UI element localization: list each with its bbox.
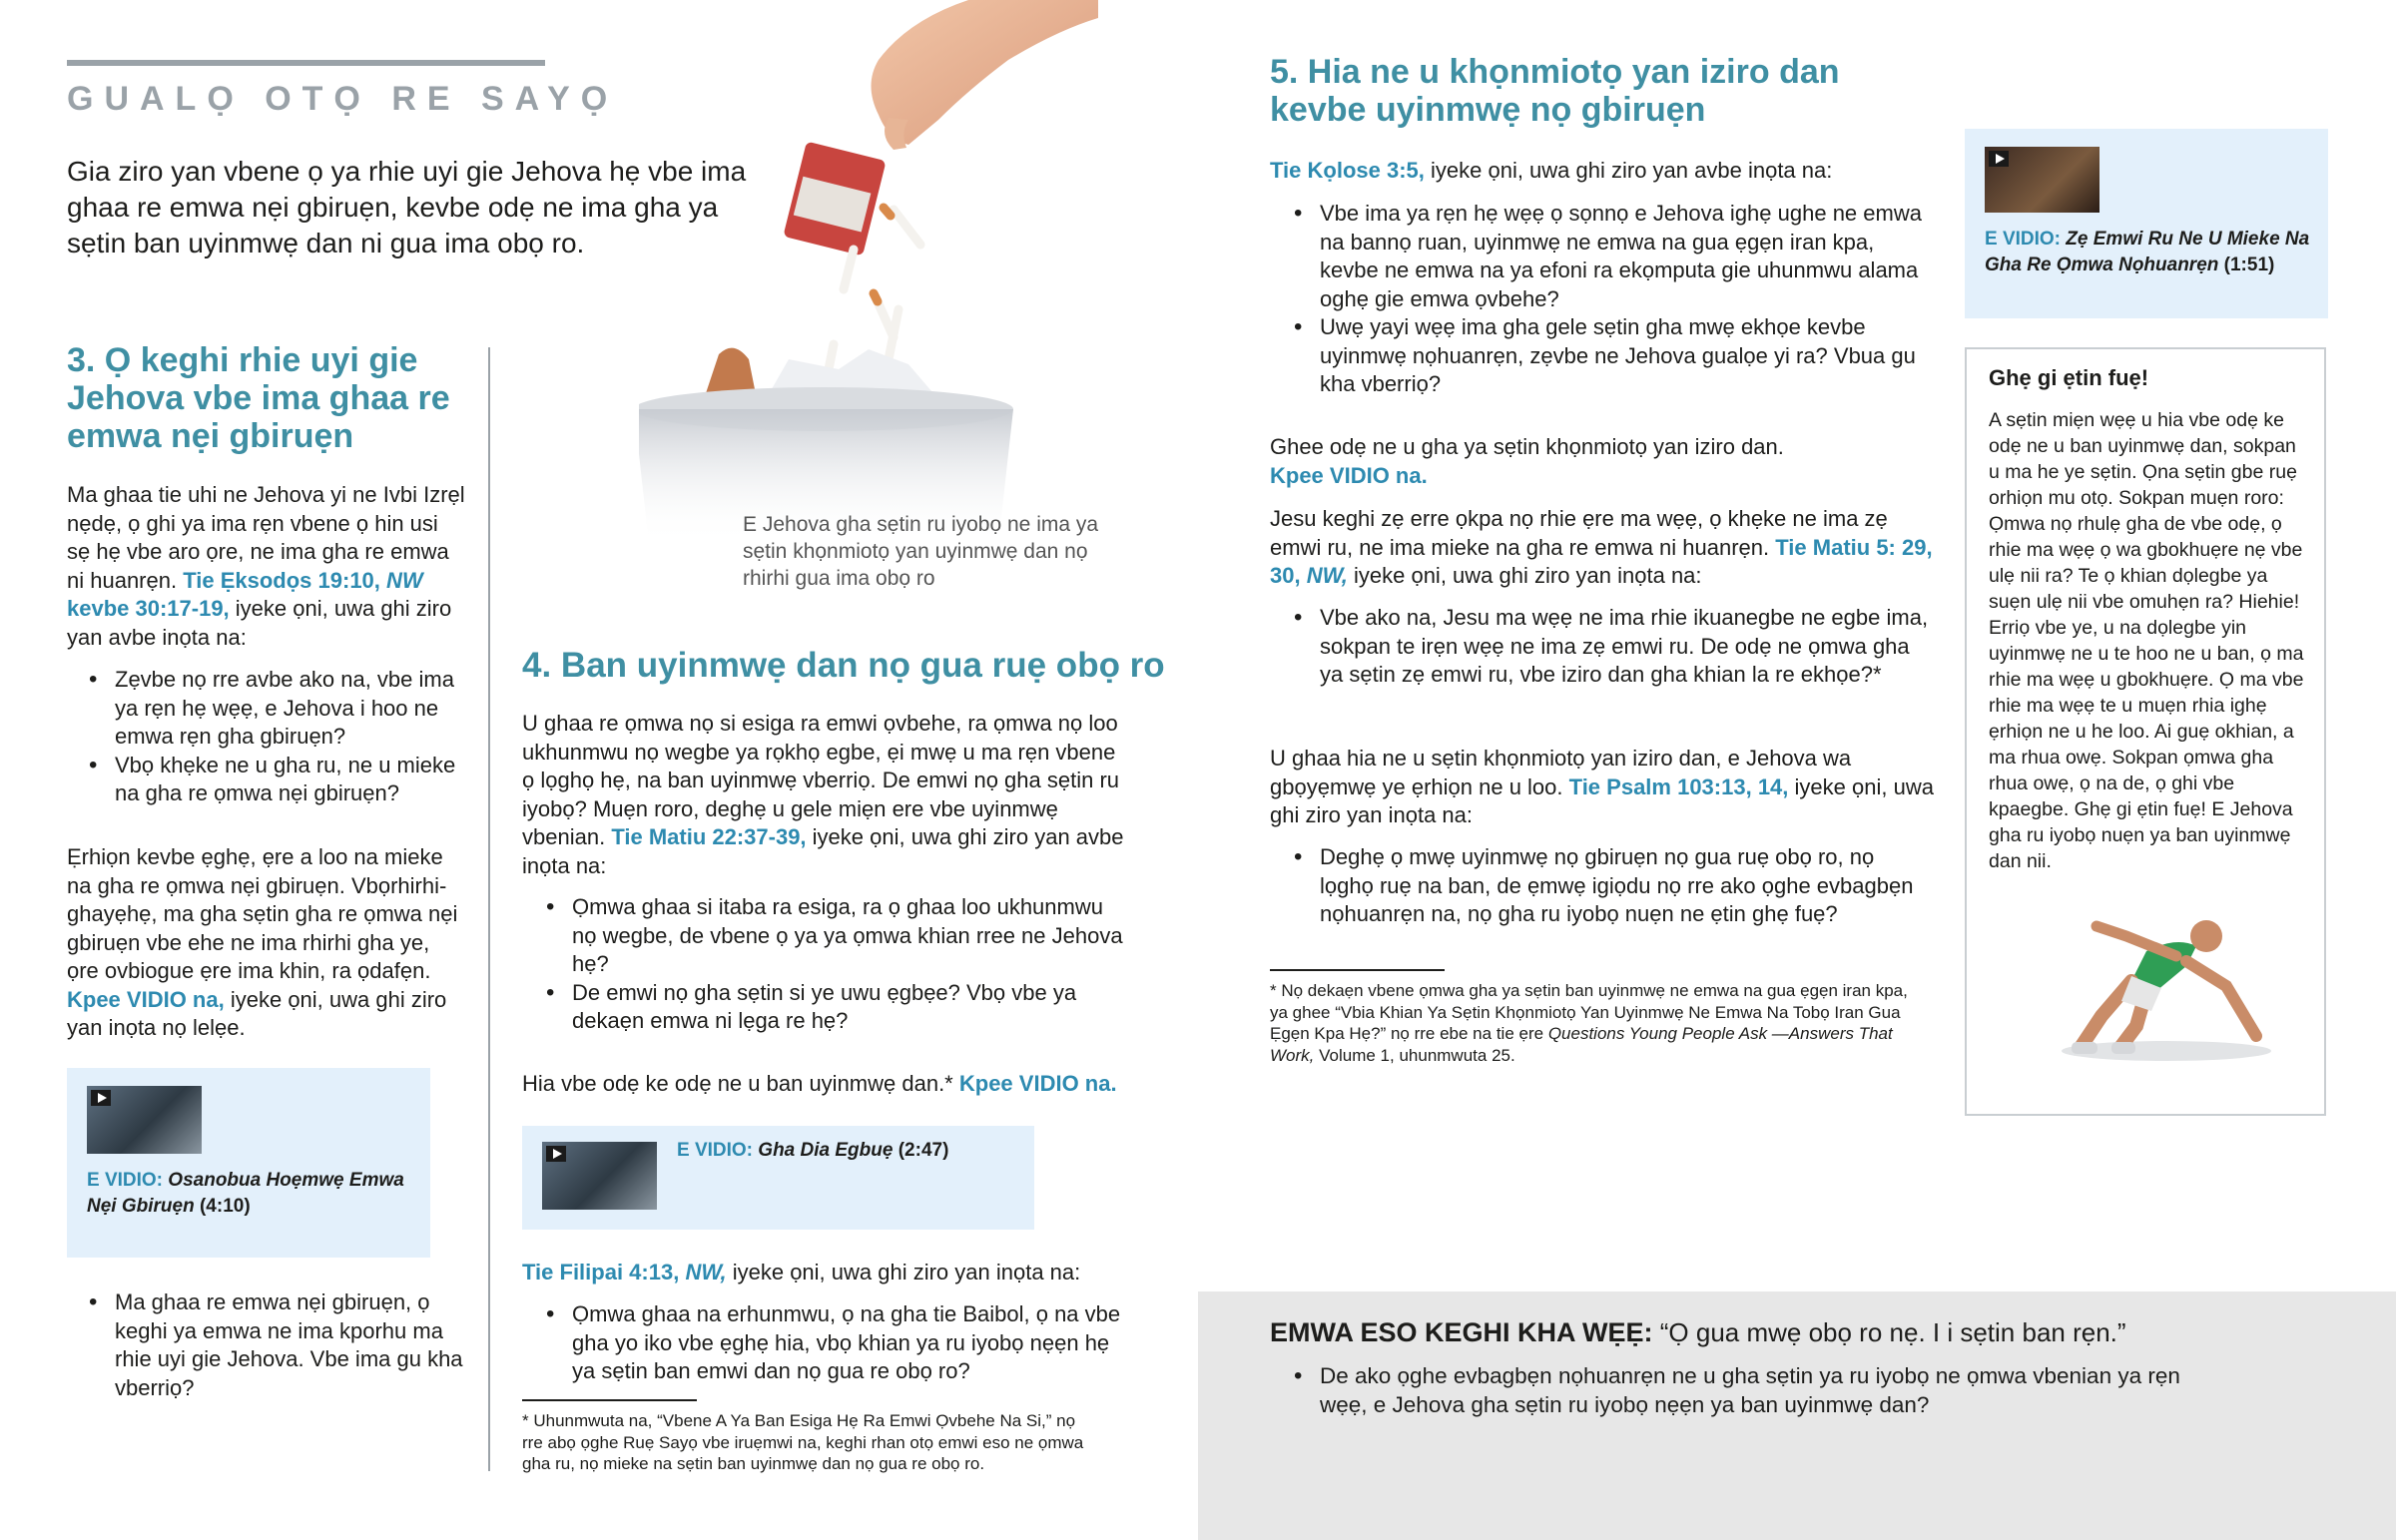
section-3-final-question — [85, 1288, 469, 1402]
trash-bin-illustration — [639, 0, 1098, 544]
section-3-paragraph-1: Ma ghaa tie uhi ne Jehova yi ne Ivbi Izrẹl nẹdẹ, ọ ghi ya ima rẹn vbene ọ hin usi sẹ hẹ vbe aro ọre, ne ima gha re emwa ni huanrẹn. Tie Ẹksodọs 19:10, NW kevbe 30:17-19, iyeke ọni, uwa ghi ziro yan avbe inọta na: — [67, 482, 465, 650]
section-4-footnote: * Uhunmwuta na, “Vbene A Ya Ban Esiga Hẹ Ra Emwi Ọvbehe Na Si,” nọ rre abọ ọghe Ruẹ Sayọ vbe iruẹmwi na, keghi rhan otọ emwi eso ne ọmwa gha ru, nọ mieke na sẹtin ban uyinmwẹ dan nọ gua re obọ ro. — [522, 1411, 1084, 1473]
top-rule — [67, 60, 545, 66]
box-text: A sẹtin miẹn wẹẹ u hia vbe odẹ ke odẹ ne u ban uyinmwẹ dan, sokpan u ma he ye sẹtin. Ọna sẹtin gbe ruẹ orhiọn mu otọ. Sokpan muẹn roro: Ọmwa nọ rhulẹ gha de vbe odẹ, ọ rhie ma wẹẹ ọ wa gbokhuẹre nẹ vbe ulẹ nii ra? Te ọ khian dọlegbe ya suẹn ulẹ nii vbe omuhẹn ra? Hiehie! Erriọ vbe ye, u na dọlegbe yin uyinmwẹ ne u te hoo ne u ban, ọ ma rhie ma wẹẹ u gbokhuẹre. Ọ ma vbe rhie ma wẹẹ te u muẹn rhia ighẹ ẹrhiọn ne u he loo. Ai guẹ okhian, a ma rhua owẹ. Sokpan ọmwa gha rhua owẹ, ọ na de, ọ ghi vbe kpaegbe. Ghẹ gi ẹtin fuẹ! E Jehova gha ru iyobọ nuẹn ya ban uyinmwẹ dan nii. — [1989, 409, 2304, 872]
play-icon[interactable] — [546, 1146, 566, 1162]
scripture-link-psalm[interactable]: Tie Psalm 103:13, 14, — [1568, 773, 1789, 799]
video-thumbnail[interactable] — [1985, 147, 2099, 213]
list-item: • Uwẹ yayi wẹẹ ima gha gele sẹtin gha mwẹ ekhọe kevbe uyinmwẹ nọhuanrẹn, zẹvbe ne Jehova gualọe yi ra? Vbua gu kha vberriọ? — [1290, 313, 1929, 399]
box-title: Ghẹ gi ẹtin fuẹ! — [1989, 365, 2149, 390]
video-box-section-5[interactable] — [1965, 129, 2328, 318]
list-item: • Vbọ khẹke ne u gha ru, ne u mieke na gha re ọmwa nẹi gbiruẹn? — [85, 752, 469, 808]
footnote-rule — [1270, 969, 1445, 971]
play-icon[interactable] — [91, 1090, 111, 1106]
bottom-question — [1290, 1362, 2188, 1419]
list-item: • Ọmwa ghaa na erhunmwu, ọ na gha tie Baibol, ọ na vbe gha yo iko vbe ẹghẹ hia, vbọ khian ya ru iyobọ nẹẹn hẹ ya sẹtin ban emwi dan nọ gua re obọ ro? — [542, 1300, 1126, 1386]
section-5-question-3 — [1290, 843, 1934, 929]
list-item: • Zẹvbe nọ rre avbe ako na, vbe ima ya rẹn hẹ wẹẹ, e Jehova i hoo ne emwa rẹn gha gbiruẹn? — [85, 666, 469, 752]
section-5-questions-1 — [1290, 200, 1929, 399]
video-thumbnail[interactable] — [87, 1086, 202, 1154]
section-4-question-3 — [542, 1300, 1126, 1386]
video-caption: E VIDIO: Zẹ Emwi Ru Ne U Mieke Na Gha Re Ọmwa Nọhuanrẹn (1:51) — [1985, 229, 2310, 275]
list-item: • Vbe ako na, Jesu ma wẹẹ ne ima rhie ikuanegbe ne egbe ima, sokpan te irẹn wẹẹ ne ima zẹ emwi ru. De odẹ ne ọmwa gha ya sẹtin zẹ emwi ru, vbe iziro dan gha khian la re ekhọe?* — [1290, 604, 1934, 690]
section-5-paragraph-3: Jesu keghi zẹ erre ọkpa nọ rhie ẹre ma wẹẹ, ọ khẹke ne ima zẹ emwi ru, ne ima mieke na gha re emwa ni huanrẹn. Tie Matiu 5: 29, 30, NW, iyeke ọni, uwa ghi ziro yan inọta na: — [1270, 506, 1933, 588]
section-3-paragraph-2: Ẹrhiọn kevbe ẹghẹ, ẹre a loo na mieke na gha re ọmwa nẹi gbiruẹn. Vbọrhirhighayẹhẹ, ma gha sẹtin gha re ọmwa nẹi gbiruẹn vbe ehe ne ima rhirhi gha ye, ọre ovbiogue ẹre ima khin, ra ọdafẹn. Kpee VIDIO na, iyeke ọni, uwa ghi ziro yan inọta nọ lelẹe. — [67, 844, 458, 1040]
section-5-question-2 — [1290, 604, 1934, 690]
encouragement-box — [1965, 347, 2326, 1116]
video-caption: E VIDIO: Osanobua Hoẹmwẹ Emwa Nẹi Gbiruẹn (4:10) — [87, 1170, 404, 1217]
scripture-link-matthew-5[interactable]: Tie Matiu 5: 29, 30, — [1270, 534, 1933, 588]
section-5-paragraph-4: U ghaa hia ne u sẹtin khọnmiotọ yan iziro dan, e Jehova wa gbọyẹmwẹ ye ẹrhiọn ne u loo. Tie Psalm 103:13, 14, iyeke ọni, uwa ghi ziro yan inọta na: — [1270, 746, 1934, 827]
bottom-heading: EMWA ESO KEGHI KHA WẸẸ: “Ọ gua mwẹ obọ ro nẹ. I i sẹtin ban rẹn.” — [1270, 1317, 2126, 1347]
section-5-heading: 5. Hia ne u khọnmiotọ yan iziro dan kevbe uyinmwẹ nọ gbiruẹn — [1270, 53, 1840, 129]
section-4-heading: 4. Ban uyinmwẹ dan nọ gua ruẹ obọ ro — [522, 646, 1165, 685]
video-link[interactable]: Kpee VIDIO na, — [67, 986, 225, 1012]
section-4-paragraph-3: Tie Filipai 4:13, NW, iyeke ọni, uwa ghi ziro yan inọta na: — [522, 1260, 1081, 1284]
lesson-kicker: GUALỌ OTỌ RE SAYỌ — [67, 80, 619, 118]
video-box-section-4[interactable] — [522, 1126, 1034, 1230]
video-link[interactable]: Kpee VIDIO na. — [1270, 462, 1428, 488]
list-item: • De ako ọghe evbagbẹn nọhuanrẹn ne u gha sẹtin ya ru iyobọ ne ọmwa vbenian ya rẹn wẹẹ, e Jehova gha sẹtin ru iyobọ nẹẹn ya ban uyinmwẹ dan? — [1290, 1362, 2188, 1419]
play-icon[interactable] — [1989, 151, 2009, 167]
column-divider — [488, 347, 490, 1471]
video-thumbnail[interactable] — [542, 1142, 657, 1210]
list-item: • Ma ghaa re emwa nẹi gbiruẹn, ọ keghi ya emwa ne ima kporhu ma rhie uyi gie Jehova. Vbe ima gu kha vberriọ? — [85, 1288, 469, 1402]
section-3-questions — [85, 666, 469, 808]
scripture-link-philippians[interactable]: Tie Filipai 4:13, — [522, 1260, 680, 1284]
section-3-heading: 3. Ọ keghi rhie uyi gie Jehova vbe ima ghaa re emwa nẹi gbiruẹn — [67, 341, 450, 455]
scripture-link-matthew-22[interactable]: Tie Matiu 22:37-39, — [611, 824, 807, 849]
video-link[interactable]: Kpee VIDIO na. — [958, 1071, 1117, 1096]
video-caption: E VIDIO: Gha Dia Egbuẹ (2:47) — [677, 1140, 949, 1161]
section-4-paragraph-2: Hia vbe odẹ ke odẹ ne u ban uyinmwẹ dan.* Kpee VIDIO na. — [522, 1071, 1117, 1096]
illustration-caption: E Jehova gha sẹtin ru iyobọ ne ima ya sẹtin khọnmiotọ yan uyinmwẹ dan nọ rhirhi gua ima obọ ro — [743, 513, 1099, 590]
section-5-footnote: * Nọ dekaẹn vbene ọmwa gha ya sẹtin ban uyinmwẹ ne emwa na gua ẹgẹn iran kpa, ya ghee “Vbia Khian Ya Sẹtin Khọnmiotọ Yan Uyinmwẹ Ne Emwa Na Tobọ Iran Gua Ẹgẹn Kpa Hẹ?” nọ rre ebe na tie ẹre Questions Young People Ask —Answers That Work, Volume 1, uhunmwuta 25. — [1270, 981, 1908, 1065]
list-item: • De emwi nọ gha sẹtin si ye uwu ẹgbẹe? Vbọ vbe ya dekaẹn emwa ni lẹga re hẹ? — [542, 979, 1126, 1036]
list-item: • Vbe ima ya rẹn hẹ wẹẹ ọ sọnnọ e Jehova ighẹ ughe ne emwa na bannọ ruan, uyinmwẹ ne emwa na gua ẹgẹn iran kpa, kevbe ne emwa na ya efoni ra ekọmputa gie uhunmwu alama oghẹ gie emwa ọvbehe? — [1290, 200, 1929, 313]
section-4-paragraph-1: U ghaa re ọmwa nọ si esiga ra emwi ọvbehe, ra ọmwa nọ loo ukhunmwu nọ wegbe ya rọkhọ egbe, ẹi mwẹ u ma rẹn vbene ọ lọghọ hẹ, na ban uyinmwẹ vberriọ. De emwi nọ gha sẹtin ru iyobọ? Muẹn roro, deghẹ u gele miẹn ere vbe uyinmwẹ vbenian. Tie Matiu 22:37-39, iyeke ọni, uwa ghi ziro yan avbe inọta na: — [522, 711, 1124, 878]
footnote-rule — [522, 1399, 697, 1401]
video-box-section-3[interactable] — [67, 1068, 430, 1258]
list-item: • Deghẹ ọ mwẹ uyinmwẹ nọ gbiruẹn nọ gua ruẹ obọ ro, nọ lọghọ ruẹ na ban, de ẹmwẹ igiọdu nọ rre ako ọghe evbagbẹn nọhuanrẹn na, nọ gha ru iyobọ nuẹn ne ẹtin ghẹ fuẹ? — [1290, 843, 1934, 929]
scripture-link-colossians[interactable]: Tie Kọlose 3:5, — [1270, 158, 1425, 183]
cigarette-pack — [783, 142, 886, 257]
intro-paragraph: Gia ziro yan vbene ọ ya rhie uyi gie Jehova hẹ vbe ima ghaa re emwa nẹi gbiruẹn, kevbe odẹ ne ima gha ya sẹtin ban uyinmwẹ dan ni gua ima obọ ro. — [67, 156, 747, 258]
section-4-questions — [542, 893, 1126, 1036]
list-item: • Ọmwa ghaa si itaba ra esiga, ra ọ ghaa loo ukhunmwu nọ wegbe, de vbene ọ ya ya ọmwa khian rree ne Jehova hẹ? — [542, 893, 1126, 979]
runner-illustration — [2037, 906, 2286, 1066]
section-5-paragraph-2: Ghee odẹ ne u gha ya sẹtin khọnmiotọ yan iziro dan. Kpee VIDIO na. — [1270, 433, 1929, 490]
scripture-link-exodus[interactable]: Tie Ẹksodọs 19:10, — [183, 567, 380, 593]
section-5-paragraph-1: Tie Kọlose 3:5, iyeke ọni, uwa ghi ziro yan avbe inọta na: — [1270, 158, 1833, 183]
